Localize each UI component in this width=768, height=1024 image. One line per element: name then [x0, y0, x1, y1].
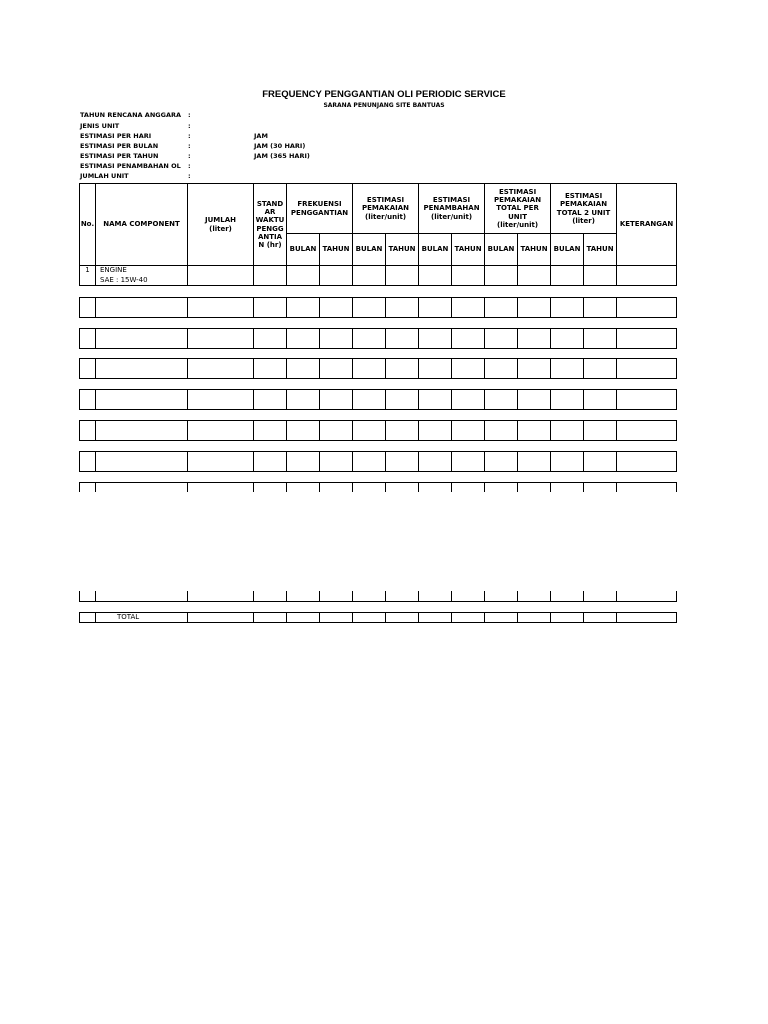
col-header-estimasi-total-2-unit: ESTIMASI PEMAKAIAN TOTAL 2 UNIT (liter) — [551, 184, 617, 234]
cell — [96, 483, 188, 493]
empty-row-table — [79, 358, 677, 379]
col-header-tahun: TAHUN — [386, 234, 419, 266]
cell — [485, 613, 518, 623]
cell — [353, 390, 386, 410]
col-header-no: No. — [80, 184, 96, 266]
cell — [419, 421, 452, 441]
cell — [518, 452, 551, 472]
cell — [287, 390, 320, 410]
col-header-tahun: TAHUN — [452, 234, 485, 266]
cell — [518, 483, 551, 493]
cell — [254, 421, 287, 441]
info-label-jenis-unit: JENIS UNIT — [80, 122, 120, 130]
cell — [254, 298, 287, 318]
cell — [584, 359, 617, 379]
info-label-per-hari: ESTIMASI PER HARI — [80, 132, 152, 140]
info-value-per-hari: JAM — [254, 132, 268, 140]
info-colon: : — [188, 152, 191, 160]
cell — [551, 613, 584, 623]
cell — [419, 329, 452, 349]
cell — [353, 329, 386, 349]
info-value-per-bulan: JAM (30 HARI) — [254, 142, 306, 150]
cell — [96, 591, 188, 602]
cell — [485, 266, 518, 286]
cell — [419, 591, 452, 602]
cell — [80, 329, 96, 349]
cell — [518, 591, 551, 602]
cell — [80, 359, 96, 379]
cell — [320, 359, 353, 379]
cell — [584, 591, 617, 602]
cell — [254, 452, 287, 472]
cell — [485, 421, 518, 441]
cell — [551, 483, 584, 493]
col-header-standar-waktu: STAND AR WAKTU PENGG ANTIA N (hr) — [254, 184, 287, 266]
cell — [551, 359, 584, 379]
cell — [96, 390, 188, 410]
cell — [188, 266, 254, 286]
cell — [518, 266, 551, 286]
cell — [188, 452, 254, 472]
cell — [584, 298, 617, 318]
cell — [551, 591, 584, 602]
cell — [188, 483, 254, 493]
cell — [518, 421, 551, 441]
cell — [287, 298, 320, 318]
cell — [80, 591, 96, 602]
cell — [584, 390, 617, 410]
table-row — [80, 329, 677, 349]
table-row — [80, 591, 677, 602]
cell — [386, 421, 419, 441]
col-header-bulan: BULAN — [353, 234, 386, 266]
cell — [287, 266, 320, 286]
cell — [386, 266, 419, 286]
cell — [452, 452, 485, 472]
cell — [584, 452, 617, 472]
cell — [584, 329, 617, 349]
col-header-bulan: BULAN — [287, 234, 320, 266]
cell — [80, 390, 96, 410]
col-header-frekuensi: FREKUENSI PENGGANTIAN — [287, 184, 353, 234]
cell — [419, 266, 452, 286]
cell — [617, 359, 677, 379]
empty-row-table — [79, 389, 677, 410]
cell — [617, 452, 677, 472]
info-colon: : — [188, 132, 191, 140]
info-colon: : — [188, 142, 191, 150]
service-table — [79, 183, 677, 286]
cell — [80, 483, 96, 493]
cell — [419, 298, 452, 318]
cell — [353, 421, 386, 441]
cell — [485, 452, 518, 472]
info-label-tahun: TAHUN RENCANA ANGGARA — [80, 111, 182, 119]
col-header-keterangan: KETERANGAN — [617, 184, 677, 266]
cell — [353, 613, 386, 623]
cell — [485, 329, 518, 349]
cell — [254, 390, 287, 410]
cell — [320, 329, 353, 349]
cell — [551, 421, 584, 441]
cell — [254, 591, 287, 602]
empty-row-table — [79, 297, 677, 318]
cell — [287, 483, 320, 493]
cell — [96, 359, 188, 379]
cell — [254, 613, 287, 623]
cell — [96, 329, 188, 349]
cell — [584, 483, 617, 493]
cell — [419, 359, 452, 379]
info-label-jumlah-unit: JUMLAH UNIT — [80, 172, 129, 180]
info-label-per-bulan: ESTIMASI PER BULAN — [80, 142, 159, 150]
cell — [419, 390, 452, 410]
cell — [617, 421, 677, 441]
info-colon: : — [188, 172, 191, 180]
cell — [320, 266, 353, 286]
cell — [287, 359, 320, 379]
cell — [188, 390, 254, 410]
cell — [551, 329, 584, 349]
table-row — [80, 266, 677, 286]
cell — [617, 298, 677, 318]
cell — [518, 298, 551, 318]
cell — [452, 483, 485, 493]
cell — [287, 421, 320, 441]
cell — [551, 266, 584, 286]
cell — [188, 359, 254, 379]
cell — [452, 329, 485, 349]
cell — [386, 591, 419, 602]
cell — [188, 613, 254, 623]
col-header-tahun: TAHUN — [518, 234, 551, 266]
cell — [617, 329, 677, 349]
col-header-tahun: TAHUN — [584, 234, 617, 266]
col-header-tahun: TAHUN — [320, 234, 353, 266]
cell — [287, 613, 320, 623]
info-value-per-tahun: JAM (365 HARI) — [254, 152, 310, 160]
total-label: TOTAL — [96, 613, 188, 623]
cell — [80, 452, 96, 472]
cell — [386, 483, 419, 493]
cell — [617, 390, 677, 410]
cell — [386, 390, 419, 410]
cell — [188, 421, 254, 441]
cell — [254, 329, 287, 349]
cell — [386, 329, 419, 349]
col-header-bulan: BULAN — [419, 234, 452, 266]
cell — [188, 298, 254, 318]
cell — [452, 266, 485, 286]
cell — [353, 266, 386, 286]
component-name: ENGINE — [100, 266, 127, 274]
cell — [617, 266, 677, 286]
cell — [452, 421, 485, 441]
cell — [485, 298, 518, 318]
cell — [287, 591, 320, 602]
document-title: FREQUENCY PENGGANTIAN OLI PERIODIC SERVICE — [262, 89, 506, 100]
col-header-jumlah: JUMLAH (liter) — [188, 184, 254, 266]
cell — [353, 359, 386, 379]
empty-row-table — [79, 451, 677, 472]
cell — [518, 613, 551, 623]
info-label-per-tahun: ESTIMASI PER TAHUN — [80, 152, 159, 160]
document-subtitle: SARANA PENUNJANG SITE BANTUAS — [323, 102, 445, 109]
cell — [551, 452, 584, 472]
cutoff-row — [79, 482, 677, 492]
cell — [485, 390, 518, 410]
cell — [188, 329, 254, 349]
cell — [320, 591, 353, 602]
cell — [584, 266, 617, 286]
cell-no: 1 — [80, 266, 96, 286]
cell — [320, 483, 353, 493]
total-row — [80, 613, 677, 623]
cell — [452, 390, 485, 410]
cell — [386, 452, 419, 472]
cell — [584, 613, 617, 623]
cell — [320, 452, 353, 472]
cell — [254, 359, 287, 379]
empty-row-table — [79, 482, 677, 492]
cell — [96, 452, 188, 472]
table-row — [80, 421, 677, 441]
cell — [320, 613, 353, 623]
cell — [617, 613, 677, 623]
cell — [386, 359, 419, 379]
cell — [419, 613, 452, 623]
cell — [353, 483, 386, 493]
cell — [188, 591, 254, 602]
cell — [353, 298, 386, 318]
cell — [617, 483, 677, 493]
cell — [80, 298, 96, 318]
cell — [96, 421, 188, 441]
cell — [485, 591, 518, 602]
col-header-estimasi-pemakaian: ESTIMASI PEMAKAIAN (liter/unit) — [353, 184, 419, 234]
cell — [518, 359, 551, 379]
empty-row-table — [79, 420, 677, 441]
total-table — [79, 612, 677, 623]
cell — [96, 298, 188, 318]
cell — [353, 452, 386, 472]
table-row — [80, 452, 677, 472]
cell — [254, 266, 287, 286]
cell — [452, 359, 485, 379]
info-colon: : — [188, 162, 191, 170]
cell — [320, 390, 353, 410]
cell — [485, 359, 518, 379]
cell — [287, 329, 320, 349]
cell — [80, 613, 96, 623]
empty-row-table — [79, 591, 677, 602]
table-row — [80, 483, 677, 493]
cell — [452, 613, 485, 623]
cell — [551, 298, 584, 318]
col-header-bulan: BULAN — [551, 234, 584, 266]
cell — [452, 591, 485, 602]
table-row — [80, 390, 677, 410]
cell — [320, 421, 353, 441]
info-colon: : — [188, 122, 191, 130]
cell — [386, 298, 419, 318]
table-row — [80, 298, 677, 318]
empty-row-table — [79, 328, 677, 349]
cell — [518, 329, 551, 349]
cell — [551, 390, 584, 410]
col-header-estimasi-penambahan: ESTIMASI PENAMBAHAN (liter/unit) — [419, 184, 485, 234]
cell — [353, 591, 386, 602]
cell — [419, 483, 452, 493]
info-colon: : — [188, 111, 191, 119]
component-spec: SAE : 15W-40 — [100, 276, 148, 285]
cell — [287, 452, 320, 472]
cell — [452, 298, 485, 318]
cell — [584, 421, 617, 441]
cell — [386, 613, 419, 623]
bottom-stubs-row — [79, 591, 677, 602]
cell-component — [96, 266, 188, 286]
cell — [320, 298, 353, 318]
table-row — [80, 359, 677, 379]
col-header-estimasi-total-per-unit: ESTIMASI PEMAKAIAN TOTAL PER UNIT (liter/unit) — [485, 184, 551, 234]
cell — [419, 452, 452, 472]
cell — [254, 483, 287, 493]
col-header-nama-component: NAMA COMPONENT — [96, 184, 188, 266]
cell — [485, 483, 518, 493]
col-header-bulan: BULAN — [485, 234, 518, 266]
cell — [617, 591, 677, 602]
cell — [80, 421, 96, 441]
info-label-penambahan-oli: ESTIMASI PENAMBAHAN OL — [80, 162, 181, 170]
cell — [518, 390, 551, 410]
